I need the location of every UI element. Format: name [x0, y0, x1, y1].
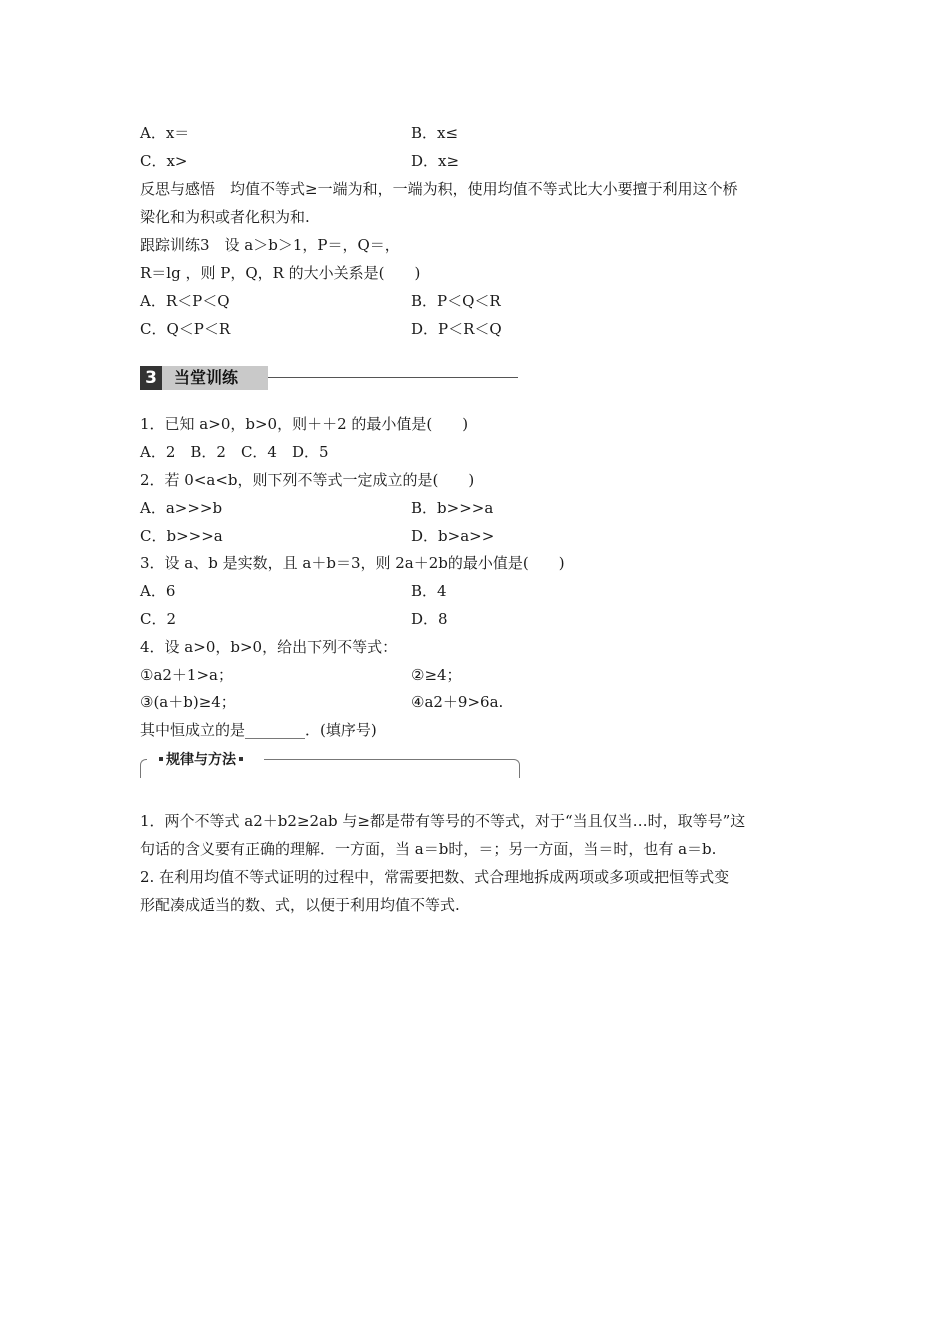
- q2-option-a: A．a>>>b: [140, 499, 223, 517]
- q4-tail: 其中恒成立的是________．(填序号): [140, 721, 377, 739]
- practice3-option-a: A．R＜P＜Q: [140, 292, 230, 310]
- method-1-line1: 1．两个不等式 a2＋b2≥2ab 与≥都是带有等号的不等式，对于“当且仅当…时，取等号”这: [140, 812, 746, 830]
- reflection-line1: 反思与感悟 均值不等式≥一端为和，一端为积，使用均值不等式比大小要擅于利用这个桥: [140, 180, 738, 198]
- option-a: A．x＝: [140, 124, 190, 142]
- q3-option-b: B．4: [411, 582, 447, 600]
- method-2-line1: 2. 在利用均值不等式证明的过程中，常需要把数、式合理地拆成两项或多项或把恒等式变: [140, 868, 730, 886]
- reflection-line2: 梁化和为积或者化积为和.: [140, 208, 310, 226]
- bullet-icon: [239, 757, 243, 761]
- q2-option-b: B．b>>>a: [411, 499, 494, 517]
- option-d: D．x≥: [411, 152, 460, 170]
- q4-statement-1: ①a2＋1>a；: [140, 666, 233, 684]
- q1-options: A．2 B．2 C．4 D．5: [140, 443, 329, 461]
- option-c: C．x>: [140, 152, 188, 170]
- q2-option-d: D．b>a>>: [411, 527, 495, 545]
- bullet-icon: [159, 757, 163, 761]
- q4-stem: 4．设 a>0，b>0，给出下列不等式：: [140, 638, 398, 656]
- option-b: B．x≤: [411, 124, 459, 142]
- method-box-left-corner: [140, 759, 147, 778]
- practice3-line1: 跟踪训练3 设 a＞b＞1，P＝，Q＝，: [140, 236, 400, 254]
- method-box: [140, 752, 520, 779]
- practice3-line2: R＝lg ，则 P，Q，R 的大小关系是( ): [140, 264, 421, 282]
- q4-statement-2: ②≥4；: [411, 666, 462, 684]
- section-rule: [268, 377, 518, 378]
- method-2-line2: 形配凑成适当的数、式，以便于利用均值不等式.: [140, 896, 460, 914]
- q4-statement-3: ③(a＋b)≥4；: [140, 693, 236, 711]
- method-box-title: 规律与方法: [166, 752, 236, 768]
- practice3-option-b: B．P＜Q＜R: [411, 292, 501, 310]
- q1-stem: 1．已知 a>0，b>0，则＋＋2 的最小值是( ): [140, 415, 469, 433]
- q3-option-c: C．2: [140, 610, 177, 628]
- section-title: 当堂训练: [174, 368, 239, 387]
- section-number: 3: [140, 366, 162, 390]
- practice3-option-c: C．Q＜P＜R: [140, 320, 231, 338]
- q3-option-a: A．6: [140, 582, 176, 600]
- q2-option-c: C．b>>>a: [140, 527, 223, 545]
- method-box-right-corner: [264, 759, 520, 778]
- practice3-option-d: D．P＜R＜Q: [411, 320, 502, 338]
- q4-statement-4: ④a2＋9>6a.: [411, 693, 504, 711]
- method-box-title-wrap: [152, 751, 250, 769]
- q3-option-d: D．8: [411, 610, 448, 628]
- method-1-line2: 句话的含义要有正确的理解．一方面，当 a＝b时，＝；另一方面，当＝时，也有 a＝b.: [140, 840, 717, 858]
- q3-stem: 3．设 a、b 是实数，且 a＋b＝3，则 2a＋2b的最小值是( ): [140, 554, 565, 572]
- q2-stem: 2．若 0<a<b，则下列不等式一定成立的是( ): [140, 471, 475, 489]
